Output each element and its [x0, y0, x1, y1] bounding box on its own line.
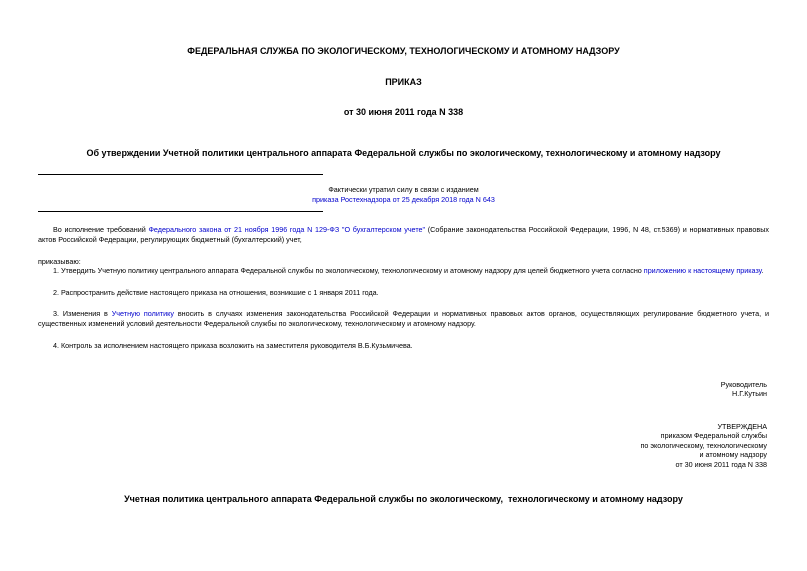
item-3-text-start: 3. Изменения в	[53, 309, 112, 318]
item-1-end: .	[761, 266, 764, 275]
approval-line-4: и атомному надзору	[699, 450, 767, 460]
divider-top	[38, 174, 323, 175]
status-note-link[interactable]: приказа Ростехнадзора от 25 декабря 2018 года N 643	[312, 195, 495, 204]
appendix-link[interactable]: приложению к настоящему приказу	[643, 266, 762, 275]
signature-name: Н.Г.Кутьин	[732, 389, 767, 399]
approval-line-5: от 30 июня 2011 года N 338	[675, 459, 767, 469]
appendix-title: Учетная политика центрального аппарата Федеральной службы по экологическому, технологическому и атомному надзору	[124, 494, 683, 504]
order-word: приказываю:	[38, 257, 81, 266]
signature-block	[721, 380, 767, 399]
item-3-text-end: вносить в случаях изменения законодательства Российской Федерации и нормативных правовых актов органов, осуществляющих регулирование бюджетного учета, и существенных изменений условий деятельности Федеральной службы по экологическому, технологическому и атомному надзору.	[38, 309, 769, 328]
approval-line-3: по экологическому, технологическому	[640, 440, 767, 450]
item-4: 4. Контроль за исполнением настоящего приказа возложить на заместителя руководителя В.Б.Кузьмичева.	[53, 341, 413, 350]
status-note-text: Фактически утратил силу в связи с изданием	[328, 185, 479, 194]
approval-line-2: приказом Федеральной службы	[660, 431, 767, 441]
signature-title: Руководитель	[720, 380, 767, 389]
approval-line-1: УТВЕРЖДЕНА	[717, 422, 767, 431]
item-2: 2. Распространить действие настоящего приказа на отношения, возникшие с 1 января 2011 года.	[53, 288, 379, 297]
status-note	[0, 185, 807, 205]
doc-type: ПРИКАЗ	[385, 77, 422, 87]
federal-law-link[interactable]: Федерального закона от 21 ноября 1996 года N 129-ФЗ "О бухгалтерском учете"	[148, 225, 426, 234]
preamble-text-start: Во исполнение требований	[53, 225, 149, 234]
item-1	[38, 266, 769, 276]
doc-subject: Об утверждении Учетной политики центрального аппарата Федеральной службы по экологическому, технологическому и атомному надзору	[86, 148, 721, 158]
preamble-paragraph	[38, 225, 769, 244]
approval-block	[640, 422, 767, 469]
divider-bottom	[38, 211, 323, 212]
accounting-policy-link[interactable]: Учетную политику	[111, 309, 174, 318]
doc-date-number: от 30 июня 2011 года N 338	[343, 107, 464, 117]
item-3	[38, 309, 769, 328]
item-1-text: 1. Утвердить Учетную политику центрального аппарата Федеральной службы по экологическому, технологическому и атомному надзору для целей бюджетного учета согласно	[53, 266, 644, 275]
preamble-text-end: (Собрание законодательства Российской Федерации, 1996, N 48, ст.5369) и нормативных правовых актов Российской Федерации, регулирующих бюджетный (бухгалтерский) учет,	[38, 225, 769, 244]
agency-title: ФЕДЕРАЛЬНАЯ СЛУЖБА ПО ЭКОЛОГИЧЕСКОМУ, ТЕХНОЛОГИЧЕСКОМУ И АТОМНОМУ НАДЗОРУ	[187, 46, 620, 56]
